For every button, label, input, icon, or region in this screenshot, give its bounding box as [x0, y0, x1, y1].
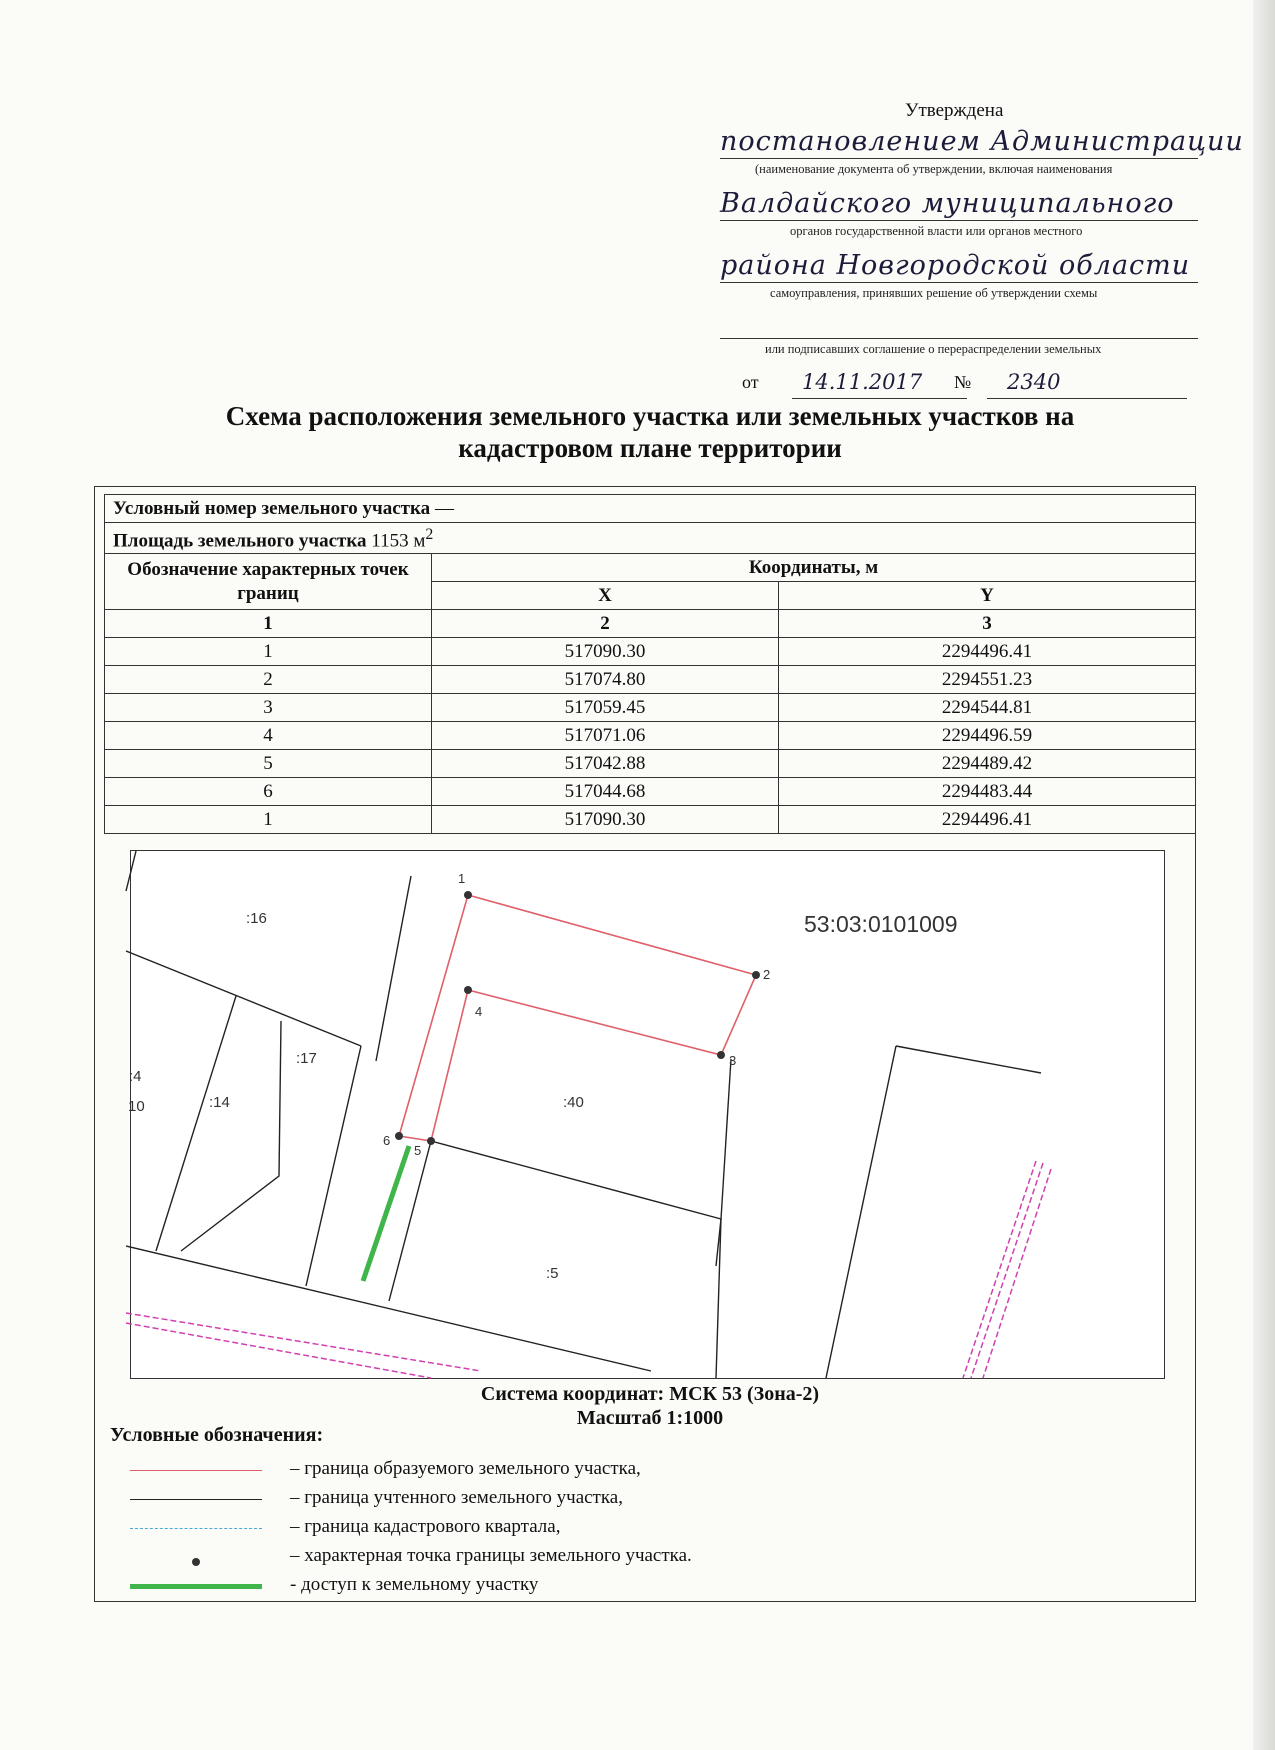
point-cell: 6 — [105, 778, 432, 806]
title-line-1: Схема расположения земельного участка или земельных участков на — [225, 401, 1075, 431]
table-row — [105, 495, 1196, 523]
point-label: 5 — [414, 1143, 422, 1158]
table-row — [105, 523, 1196, 554]
caption-3: самоуправления, принявших решение об утверждении схемы — [770, 286, 1098, 300]
parcel-label: :17 — [296, 1050, 317, 1067]
table-row — [105, 722, 1196, 750]
cadastral-map — [130, 850, 1165, 1379]
parcel-label: :14 — [209, 1094, 230, 1111]
parcel-label: :40 — [563, 1094, 584, 1111]
parcel-label: :16 — [246, 910, 267, 927]
handwritten-line-1: постановлением Администрации — [720, 126, 1244, 157]
date-prefix: от — [742, 372, 759, 392]
legend-text: – граница учтенного земельного участка, — [290, 1487, 623, 1508]
point-cell: 1 — [105, 638, 432, 666]
parcel-40-bottom — [431, 1141, 721, 1266]
parcel-16-edge — [376, 876, 411, 1061]
map-labels — [128, 871, 958, 1282]
x-cell: 517044.68 — [432, 778, 779, 806]
parcel-label: :4 — [129, 1068, 142, 1085]
parcel-17-right — [306, 1046, 361, 1286]
legend-item-existing-boundary — [130, 1487, 1030, 1515]
document-title — [150, 400, 1150, 464]
magenta-line — [971, 1163, 1043, 1378]
parcel-40-right — [721, 1059, 731, 1219]
new-boundary-symbol — [130, 1470, 262, 1471]
points-header: Обозначение характерных точек границ — [105, 554, 432, 610]
parcel-5-left — [389, 1141, 431, 1301]
coords-header: Координаты, м — [432, 554, 1196, 582]
point-cell: 2 — [105, 666, 432, 694]
magenta-line — [126, 1323, 431, 1378]
parcel-14-right — [181, 1021, 281, 1251]
point-symbol — [130, 1553, 262, 1571]
y-cell: 2294496.41 — [779, 806, 1196, 834]
x-cell: 517074.80 — [432, 666, 779, 694]
road-edge — [126, 1246, 651, 1371]
point-marker-1 — [464, 891, 472, 899]
point-label: 1 — [458, 871, 466, 886]
caption-2: органов государственной власти или органов местного — [790, 224, 1083, 238]
legend-text: - доступ к земельному участку — [290, 1574, 539, 1595]
y-cell: 2294544.81 — [779, 694, 1196, 722]
underline-3 — [720, 282, 1198, 283]
legend-text: – характерная точка границы земельного участка. — [290, 1545, 692, 1566]
point-cell: 3 — [105, 694, 432, 722]
parcel-14-left — [156, 996, 236, 1251]
quarter-boundary-symbol — [130, 1528, 262, 1529]
caption-4: или подписавших соглашение о перераспределении земельных — [765, 342, 1102, 356]
conditional-number-value: — — [434, 497, 454, 519]
conditional-number-label: Условный номер земельного участка — [113, 497, 431, 519]
point-label: 4 — [475, 1004, 483, 1019]
legend-item-access — [130, 1574, 1030, 1602]
number-sign: № — [954, 372, 972, 392]
table-row — [105, 638, 1196, 666]
column-numbers-row — [105, 610, 1196, 638]
number-value: 2340 — [1007, 370, 1061, 394]
point-label: 2 — [763, 967, 771, 982]
existing-boundary-symbol — [130, 1499, 262, 1500]
title-line-2: кадастровом плане территории — [458, 433, 842, 463]
legend-title: Условные обозначения: — [110, 1424, 324, 1446]
legend-text: – граница кадастрового квартала, — [290, 1516, 561, 1537]
point-label: 3 — [729, 1053, 737, 1068]
magenta-line — [963, 1161, 1036, 1378]
underline-4 — [720, 338, 1198, 339]
area-value: 1153 м — [371, 530, 426, 552]
y-cell: 2294496.41 — [779, 638, 1196, 666]
coordinate-system-block — [200, 1382, 1100, 1430]
magenta-line — [126, 1313, 481, 1371]
point-cell: 1 — [105, 806, 432, 834]
coordinates-table — [104, 494, 1196, 834]
parcel-east-left — [826, 1046, 896, 1378]
access-symbol — [130, 1584, 262, 1589]
point-marker-3 — [717, 1051, 725, 1059]
approved-label: Утверждена — [905, 100, 1004, 121]
table-row — [105, 806, 1196, 834]
area-sup: 2 — [425, 526, 434, 543]
legend-item-point — [130, 1545, 1030, 1573]
area-label: Площадь земельного участка — [113, 530, 367, 552]
col-number: 1 — [105, 610, 432, 638]
date-number-row — [742, 370, 1202, 402]
point-dot-icon — [192, 1558, 200, 1566]
x-cell: 517059.45 — [432, 694, 779, 722]
x-cell: 517071.06 — [432, 722, 779, 750]
parcel-16-bottom — [126, 951, 361, 1046]
access-line — [363, 1146, 409, 1281]
y-cell: 2294489.42 — [779, 750, 1196, 778]
legend-item-new-boundary — [130, 1458, 1030, 1486]
table-header-row — [105, 554, 1196, 582]
col-number: 3 — [779, 610, 1196, 638]
scan-edge — [1253, 0, 1275, 1750]
magenta-line — [983, 1169, 1051, 1378]
table-row — [105, 666, 1196, 694]
point-cell: 5 — [105, 750, 432, 778]
x-cell: 517090.30 — [432, 638, 779, 666]
legend-item-quarter-boundary — [130, 1516, 1030, 1544]
col-number: 2 — [432, 610, 779, 638]
point-marker-2 — [752, 971, 760, 979]
point-marker-6 — [395, 1132, 403, 1140]
magenta-boundaries — [126, 1161, 1051, 1378]
x-header: X — [432, 582, 779, 610]
handwritten-line-3: района Новгородской области — [720, 250, 1191, 281]
parcel-label: :5 — [546, 1265, 559, 1282]
scale: Масштаб 1:1000 — [576, 1407, 724, 1429]
underline-2 — [720, 220, 1198, 221]
underline-1 — [720, 158, 1198, 159]
x-cell: 517042.88 — [432, 750, 779, 778]
y-cell: 2294551.23 — [779, 666, 1196, 694]
handwritten-line-2: Валдайского муниципального — [720, 188, 1175, 219]
table-row — [105, 778, 1196, 806]
y-cell: 2294483.44 — [779, 778, 1196, 806]
point-marker-4 — [464, 986, 472, 994]
coordinate-system: Система координат: МСК 53 (Зона-2) — [480, 1383, 820, 1405]
date-value: 14.11.2017 — [802, 370, 923, 394]
point-marker-5 — [427, 1137, 435, 1145]
y-cell: 2294496.59 — [779, 722, 1196, 750]
legend-text: – граница образуемого земельного участка, — [290, 1458, 641, 1479]
caption-1: (наименование документа об утверждении, включая наименования — [755, 162, 1113, 176]
point-cell: 4 — [105, 722, 432, 750]
table-row — [105, 750, 1196, 778]
point-label: 6 — [383, 1133, 391, 1148]
map-svg — [128, 851, 1164, 1378]
y-header: Y — [779, 582, 1196, 610]
cadastral-quarter-label: 53:03:0101009 — [804, 911, 958, 937]
parcel-east-top — [896, 1046, 1041, 1073]
table-row — [105, 694, 1196, 722]
x-cell: 517090.30 — [432, 806, 779, 834]
parcel-label: 10 — [128, 1098, 145, 1115]
